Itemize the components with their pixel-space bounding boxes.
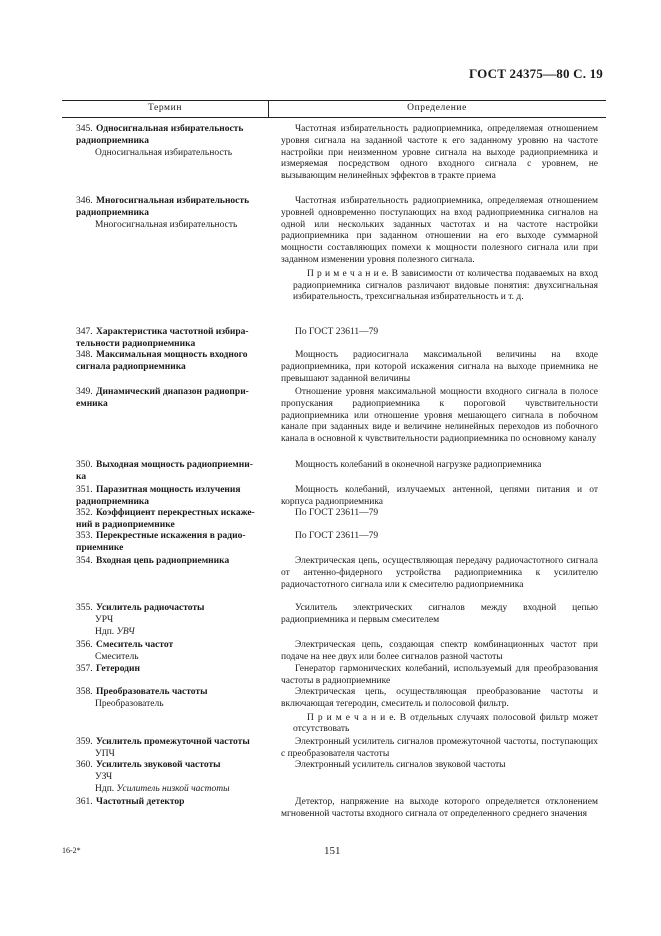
- term-title: Выходная мощность радиоприемни-: [96, 460, 253, 470]
- term-title: Усилитель промежуточной частоты: [96, 737, 250, 747]
- term-title-line: [76, 520, 266, 532]
- term-number: 356.: [76, 640, 93, 650]
- term-number: 346.: [76, 196, 93, 206]
- term-title: Перекрестные искажения в радио-: [96, 531, 246, 541]
- ndp-label: Ндп.: [95, 783, 115, 794]
- page-number: 151: [324, 845, 341, 857]
- term-title-line: [76, 737, 266, 749]
- definition-cell: [281, 531, 598, 543]
- term-title-line: [76, 543, 266, 555]
- term-cell: [76, 196, 266, 231]
- term-number: 354.: [76, 556, 93, 566]
- term-number: 357.: [76, 664, 93, 674]
- term-title: Коэффициент перекрестных искаже-: [96, 508, 255, 518]
- definition-cell: [281, 640, 598, 664]
- term-title-line: [76, 603, 266, 615]
- term-title-line: [76, 531, 266, 543]
- term-cell: [76, 387, 266, 411]
- definition-cell: [281, 556, 598, 591]
- term-cell: [76, 508, 266, 532]
- definition-text: Частотная избирательность радиоприемника, определяемая отношением уровней одновременно поступающих на вход радиоприемника сигналов на одной или нескольких заданных частотах и на частоте настройки радиоприемника при заданном отношении на его выходе суммарной мощности составляющих помехи к мощности полезного сигнала или при заданном изменении уровня полезного сигнала.: [281, 196, 598, 265]
- term-title-line: [76, 460, 266, 472]
- term-title: Односигнальная избирательность: [96, 124, 244, 134]
- term-title: Усилитель звуковой частоты: [96, 760, 221, 770]
- term-number: 360.: [76, 760, 93, 770]
- term-number: 350.: [76, 460, 93, 470]
- term-cell: [76, 350, 266, 374]
- definition-text: По ГОСТ 23611—79: [295, 531, 379, 541]
- term-cell: [76, 460, 266, 484]
- term-synonym: Односигнальная избирательность: [95, 147, 233, 158]
- term-number: 345.: [76, 124, 93, 134]
- term-title-line: [76, 362, 266, 374]
- term-title: Паразитная мощность излучения: [96, 485, 241, 495]
- definition-text: По ГОСТ 23611—79: [295, 327, 379, 337]
- term-number: 352.: [76, 508, 93, 518]
- term-cell: [76, 556, 266, 568]
- term-title: Гетеродин: [96, 664, 140, 674]
- term-title: радиоприемника: [76, 496, 150, 507]
- ndp-value: Усилитель низкой частоты: [116, 783, 230, 794]
- term-title-line: [76, 485, 266, 497]
- definition-text: Мощность радиосигнала максимальной величины на входе радиоприемника, при которой искажения сигнала на выходе приемника не превышают заданной величины: [281, 350, 598, 384]
- term-title-line: [76, 640, 266, 652]
- term-cell: [76, 797, 266, 809]
- term-synonym: УЗЧ: [95, 771, 113, 782]
- term-cell: [76, 664, 266, 676]
- term-title-line: [76, 472, 266, 484]
- term-title: тельности радиоприемника: [76, 338, 196, 349]
- term-title-line: [76, 687, 266, 699]
- term-title-line: [76, 327, 266, 339]
- term-number: 351.: [76, 485, 93, 495]
- definition-cell: [281, 350, 598, 385]
- definition-cell: [281, 797, 598, 821]
- term-title: Максимальная мощность входного: [96, 350, 248, 360]
- term-title: емника: [76, 398, 108, 409]
- term-title-line: [76, 196, 266, 208]
- table-top-rule: [62, 100, 606, 101]
- definition-cell: [281, 603, 598, 627]
- definition-cell: [281, 124, 598, 183]
- term-not-allowed: [76, 784, 266, 796]
- term-synonym: Многосигнальная избирательность: [95, 219, 238, 230]
- term-title-line: [76, 387, 266, 399]
- definition-cell: [281, 687, 598, 736]
- term-synonym: Преобразователь: [95, 698, 164, 709]
- term-synonym: Смеситель: [95, 651, 139, 662]
- term-cell: [76, 531, 266, 555]
- term-synonym: УПЧ: [95, 748, 115, 759]
- term-title: радиоприемника: [76, 207, 150, 218]
- term-title: Динамический диапазон радиопри-: [96, 387, 249, 397]
- term-title: ний в радиоприемнике: [76, 519, 175, 530]
- term-title-line: [76, 399, 266, 411]
- term-cell: [76, 687, 266, 711]
- term-number: 353.: [76, 531, 93, 541]
- definition-text: Детектор, напряжение на выходе которого определяется отклонением мгновенной частоты входного сигнала от определенного среднего значения: [281, 797, 598, 819]
- term-cell: [76, 737, 266, 761]
- term-title-line: [76, 208, 266, 220]
- term-title-line: [76, 350, 266, 362]
- term-number: 358.: [76, 687, 93, 697]
- term-title: Частотный детектор: [96, 797, 185, 807]
- column-header-term: Термин: [147, 103, 183, 113]
- term-title-line: [76, 497, 266, 509]
- term-number: 361.: [76, 797, 93, 807]
- term-title-line: [76, 797, 266, 809]
- definition-cell: [281, 760, 598, 772]
- definition-text: Электрическая цепь, осуществляющая преобразование частоты и включающая тегеродин, смеситель и полосовой фильтр.: [281, 687, 598, 709]
- term-cell: [76, 327, 266, 351]
- term-title-line: [76, 664, 266, 676]
- definition-note: П р и м е ч а н и е. В зависимости от количества подаваемых на вход радиоприемника сигналов различают видовые понятия: двухсигнальная избирательность, трехсигнальная избирательность и т. д.: [293, 268, 598, 303]
- term-title-line: [76, 508, 266, 520]
- footer-sheet-mark: 16-2*: [62, 846, 81, 855]
- definition-cell: [281, 664, 598, 688]
- column-header-definition: Определение: [407, 103, 467, 113]
- term-title: Смеситель частот: [96, 640, 174, 650]
- definition-cell: [281, 387, 598, 446]
- definition-cell: [281, 460, 598, 472]
- term-title: Характеристика частотной избира-: [96, 327, 249, 337]
- ndp-label: Ндп.: [95, 626, 115, 637]
- term-title-line: [76, 124, 266, 136]
- term-title: приемнике: [76, 542, 124, 553]
- term-cell: [76, 485, 266, 509]
- term-number: 355.: [76, 603, 93, 613]
- term-title-line: [76, 136, 266, 148]
- definition-text: Усилитель электрических сигналов между входной цепью радиоприемника и первым смесителем: [281, 603, 598, 625]
- definition-text: Отношение уровня максимальной мощности входного сигнала в полосе пропускания радиоприемника к пороговой чувствительности радиоприемника или отношение уровня мешающего сигнала в побочном канале при заданных виде и величине нелинейных переходов из побочного канала в основной к чувствительности радиоприемника по основному каналу: [281, 387, 598, 445]
- definition-text: Генератор гармонических колебаний, используемый для преобразования частоты в радиоприемнике: [281, 664, 598, 686]
- page-header-title: ГОСТ 24375—80 С. 19: [469, 66, 603, 81]
- term-synonym: УРЧ: [95, 614, 114, 625]
- term-cell: [76, 603, 266, 638]
- term-number: 359.: [76, 737, 93, 747]
- definition-text: Частотная избирательность радиоприемника, определяемая отношением уровня сигнала на заданной частоте к его заданному уровню на частоте настройки при неизменном уровне сигнала на выходе радиоприемника и измеряемая посредством одного входного сигнала с уровнем, не вызывающим нелинейных эффектов в тракте приема: [281, 124, 598, 182]
- term-not-allowed: [76, 627, 266, 639]
- term-number: 347.: [76, 327, 93, 337]
- definition-text: Электрическая цепь, осуществляющая передачу радиочастотного сигнала от антенно-фидерного устройства радиоприемника к усилителю радиочастотного сигнала или к смесителю радиоприемника: [281, 556, 598, 590]
- term-number: 349.: [76, 387, 93, 397]
- term-title: Преобразователь частоты: [96, 687, 208, 697]
- term-title: радиоприемника: [76, 135, 150, 146]
- term-title: Входная цепь радиоприемника: [96, 556, 230, 566]
- definition-cell: [281, 737, 598, 761]
- definition-text: Мощность колебаний в оконечной нагрузке радиоприемника: [295, 460, 542, 470]
- definition-note: П р и м е ч а н и е. В отдельных случаях полосовой фильтр может отсутствовать: [293, 712, 598, 735]
- definition-text: Электронный усилитель сигналов промежуточной частоты, поступающих с преобразователя частоты: [281, 737, 598, 759]
- definition-cell: [281, 485, 598, 509]
- term-title: сигнала радиоприемника: [76, 361, 186, 372]
- term-title-line: [76, 760, 266, 772]
- definition-cell: [281, 196, 598, 304]
- term-cell: [76, 124, 266, 159]
- term-title: ка: [76, 471, 87, 482]
- ndp-value: УВЧ: [116, 626, 135, 637]
- definition-text: По ГОСТ 23611—79: [295, 508, 379, 518]
- term-cell: [76, 640, 266, 664]
- term-cell: [76, 760, 266, 795]
- term-title-line: [76, 339, 266, 351]
- term-number: 348.: [76, 350, 93, 360]
- term-title-line: [76, 556, 266, 568]
- definition-cell: [281, 327, 598, 339]
- definition-text: Мощность колебаний, излучаемых антенной, цепями питания и от корпуса радиоприемника: [281, 485, 598, 507]
- definition-text: Электронный усилитель сигналов звуковой частоты: [295, 760, 506, 770]
- table-header-bottom-rule: [62, 117, 606, 118]
- term-title: Многосигнальная избирательность: [96, 196, 250, 206]
- definition-cell: [281, 508, 598, 520]
- definition-text: Электрическая цепь, создающая спектр комбинационных частот при подаче на нее двух или более сигналов разной частоты: [281, 640, 598, 662]
- term-title: Усилитель радиочастоты: [96, 603, 205, 613]
